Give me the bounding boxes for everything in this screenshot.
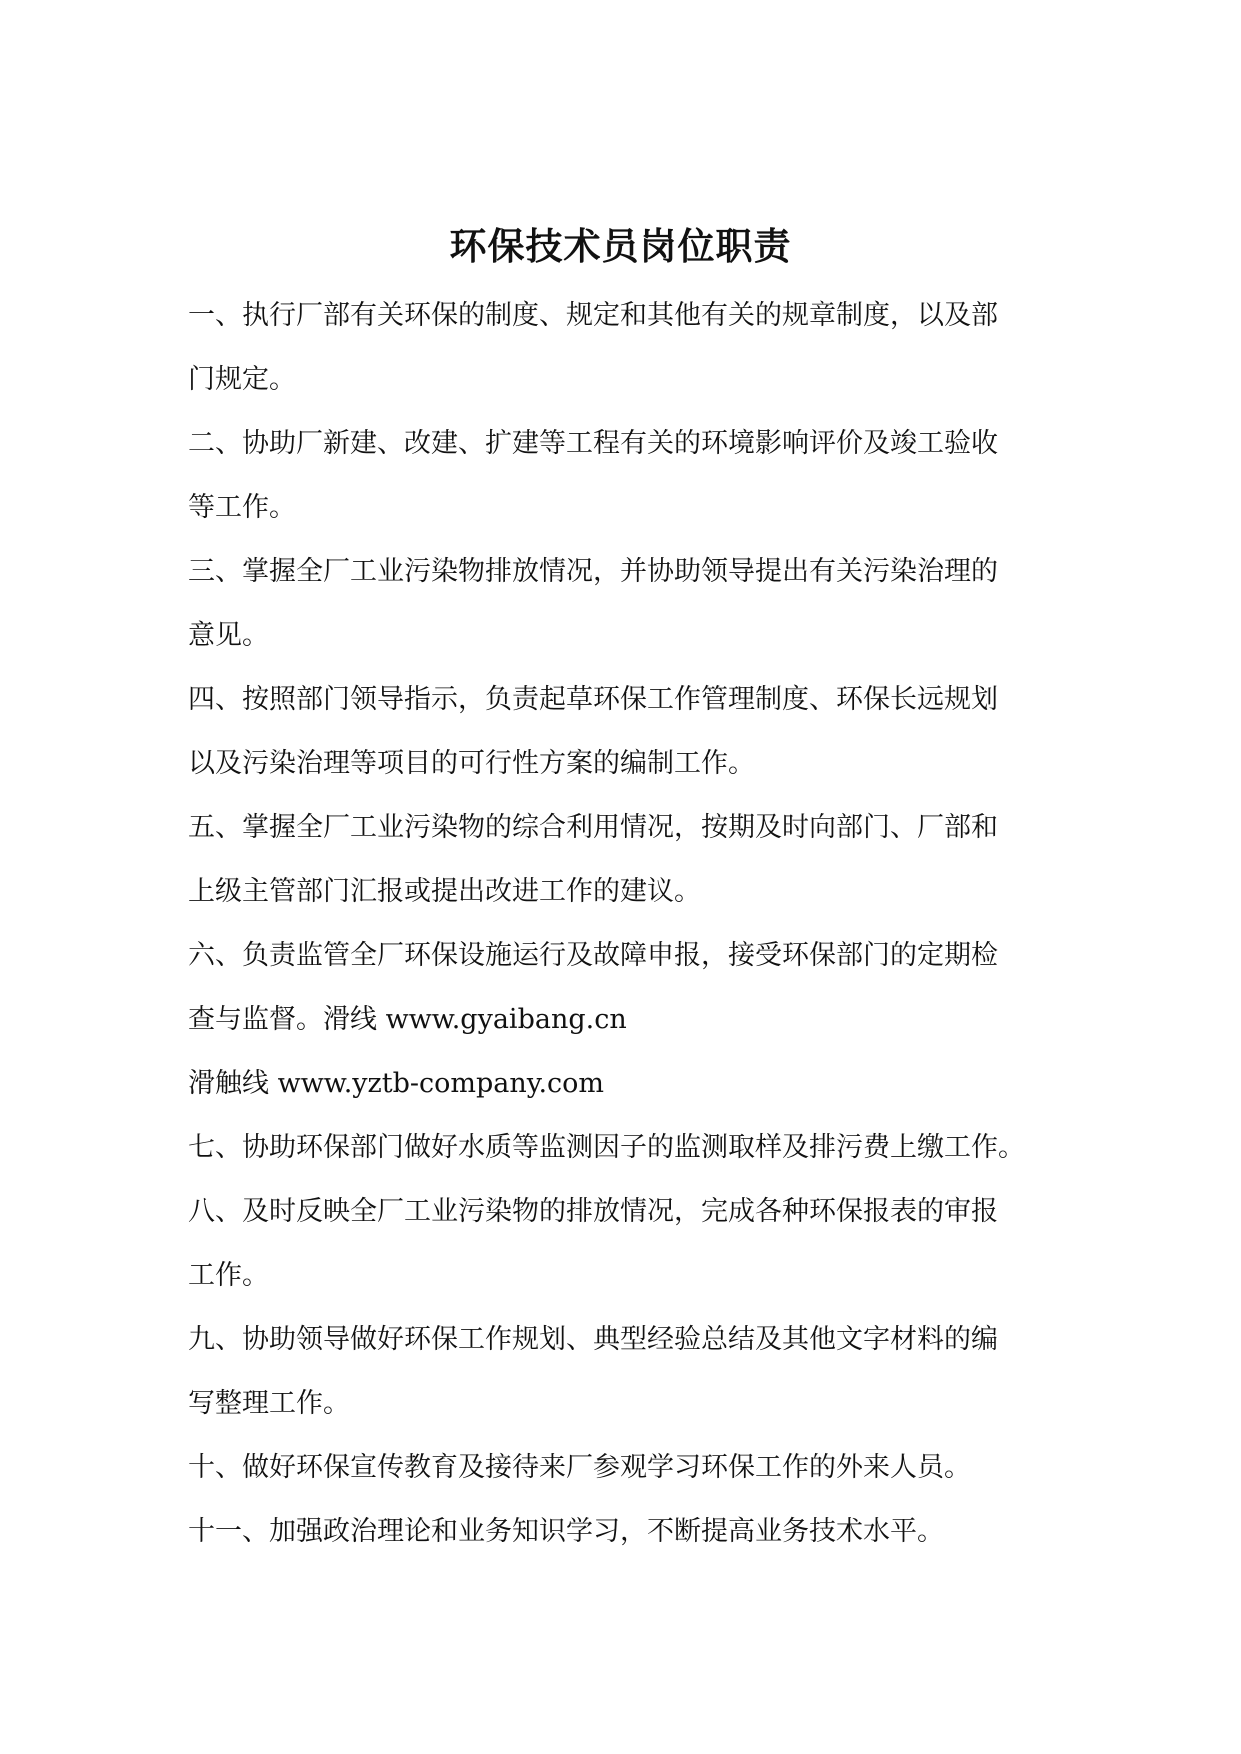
document-title: 环保技术员岗位职责 bbox=[449, 224, 792, 268]
body-line: 等工作。 bbox=[188, 492, 296, 523]
body-line: 门规定。 bbox=[188, 364, 296, 395]
body-line: 五、掌握全厂工业污染物的综合利用情况，按期及时向部门、厂部和 bbox=[188, 812, 998, 843]
body-line: 十一、加强政治理论和业务知识学习，不断提高业务技术水平。 bbox=[188, 1516, 944, 1547]
body-line: 以及污染治理等项目的可行性方案的编制工作。 bbox=[188, 748, 755, 779]
body-line: 二、协助厂新建、改建、扩建等工程有关的环境影响评价及竣工验收 bbox=[188, 428, 998, 459]
body-line: 滑触线 www.yztb-company.com bbox=[188, 1068, 605, 1099]
document-body bbox=[188, 284, 1068, 1564]
body-line: 上级主管部门汇报或提出改进工作的建议。 bbox=[188, 876, 701, 907]
body-line: 三、掌握全厂工业污染物排放情况，并协助领导提出有关污染治理的 bbox=[188, 556, 998, 587]
body-line: 八、及时反映全厂工业污染物的排放情况，完成各种环保报表的审报 bbox=[188, 1196, 998, 1227]
body-line: 九、协助领导做好环保工作规划、典型经验总结及其他文字材料的编 bbox=[188, 1324, 998, 1355]
body-line: 六、负责监管全厂环保设施运行及故障申报，接受环保部门的定期检 bbox=[188, 940, 998, 971]
body-line: 意见。 bbox=[188, 620, 269, 651]
body-line: 一、执行厂部有关环保的制度、规定和其他有关的规章制度，以及部 bbox=[188, 300, 998, 331]
body-line: 查与监督。滑线 www.gyaibang.cn bbox=[188, 1004, 627, 1035]
body-line: 写整理工作。 bbox=[188, 1388, 350, 1419]
body-line: 四、按照部门领导指示，负责起草环保工作管理制度、环保长远规划 bbox=[188, 684, 998, 715]
body-line: 工作。 bbox=[188, 1260, 269, 1291]
body-line: 十、做好环保宣传教育及接待来厂参观学习环保工作的外来人员。 bbox=[188, 1452, 971, 1483]
body-line: 七、协助环保部门做好水质等监测因子的监测取样及排污费上缴工作。 bbox=[188, 1132, 1025, 1163]
